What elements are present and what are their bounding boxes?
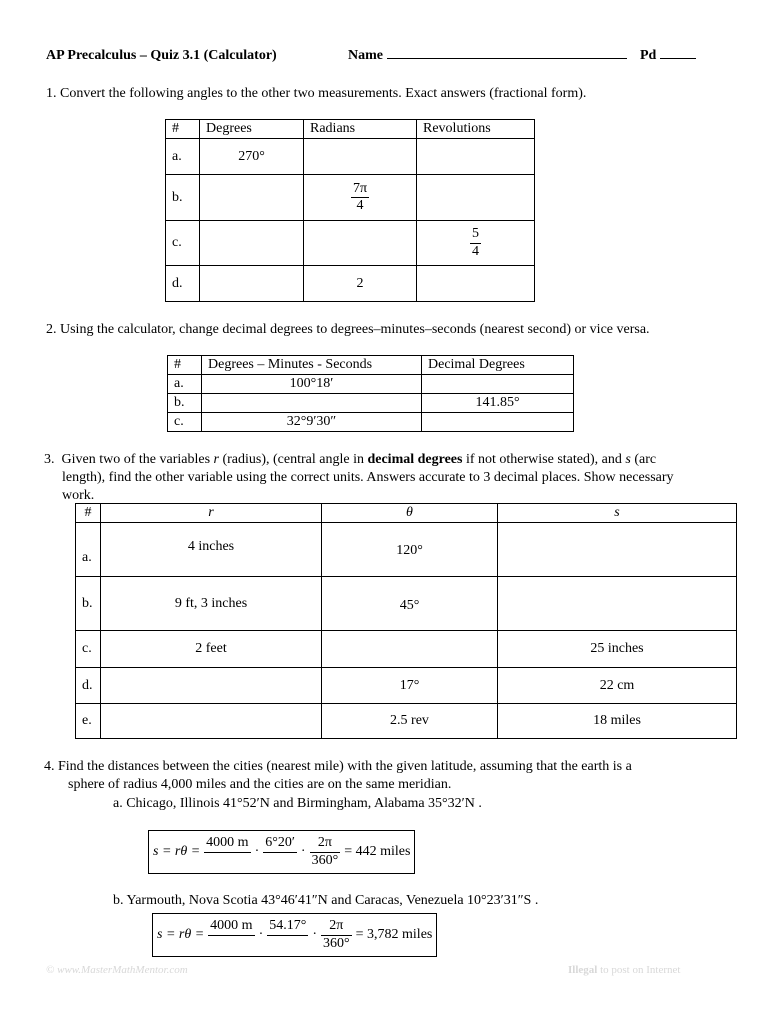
table-row [166, 221, 535, 266]
fraction-numerator: 6°20′ [263, 835, 297, 852]
q4-prompt-line1: 4. Find the distances between the cities (nearest mile) with the given latitude, assuming that the earth is a [44, 759, 632, 774]
q3-prompt-line3: work. [62, 488, 95, 503]
q3d-theta: 17° [322, 668, 498, 704]
q2c-dms: 32°9′30″ [202, 413, 422, 432]
fraction-denominator [263, 853, 297, 869]
fraction-denominator [208, 936, 254, 952]
quiz-title: AP Precalculus – Quiz 3.1 (Calculator) [46, 48, 277, 63]
q3b-theta: 45° [322, 577, 498, 631]
q3c-r: 2 feet [101, 631, 322, 668]
fraction-numerator: 4000 m [204, 835, 250, 852]
row-label: a. [168, 375, 202, 394]
table-row [168, 394, 574, 413]
q1b-degrees[interactable] [200, 175, 304, 221]
table-row [168, 375, 574, 394]
equation-lhs: s = rθ = [157, 927, 205, 942]
q1d-degrees[interactable] [200, 266, 304, 302]
q2-table [167, 355, 574, 432]
q2a-decimal[interactable] [422, 375, 574, 394]
row-label: a. [76, 523, 101, 577]
fraction-numerator: 54.17° [267, 918, 308, 935]
table-row [166, 266, 535, 302]
q3-prompt-line2: length), find the other variable using the correct units. Answers accurate to 3 decimal places. Show necessary [62, 470, 674, 485]
fraction-numerator: 2π [310, 835, 341, 852]
q3-header-theta: θ [322, 504, 498, 523]
q3-number: 3. [44, 452, 55, 467]
fraction-numerator: 4000 m [208, 918, 254, 935]
q1b-radians [304, 175, 417, 221]
q4a-answer-box [148, 830, 415, 874]
equation-lhs: s = rθ = [153, 844, 201, 859]
q3-header-r: r [101, 504, 322, 523]
table-row [168, 413, 574, 432]
q3-var-s: s [625, 452, 631, 467]
q1-header-radians: Radians [304, 120, 417, 139]
row-label: d. [166, 266, 200, 302]
row-label: d. [76, 668, 101, 704]
q4b-text: b. Yarmouth, Nova Scotia 43°46′41″N and Caracas, Venezuela 10°23′31″S . [113, 893, 539, 908]
q4b-answer-box [152, 913, 437, 957]
name-line[interactable] [387, 58, 627, 59]
q2b-dms[interactable] [202, 394, 422, 413]
q2a-dms: 100°18′ [202, 375, 422, 394]
fraction-denominator: 4 [472, 243, 479, 259]
q3-text: if not otherwise stated), and [462, 452, 626, 467]
q1b-revolutions[interactable] [417, 175, 535, 221]
fraction-denominator [267, 936, 308, 952]
q1-prompt: 1. Convert the following angles to the other two measurements. Exact answers (fractional form). [46, 86, 587, 101]
q4-prompt-line2: sphere of radius 4,000 miles and the cities are on the same meridian. [68, 777, 452, 792]
q2b-decimal: 141.85° [422, 394, 574, 413]
table-row [76, 704, 737, 739]
row-label: c. [168, 413, 202, 432]
table-row [166, 175, 535, 221]
pd-line[interactable] [660, 58, 696, 59]
footer-notice-text: to post on Internet [597, 964, 681, 976]
table-row [76, 523, 737, 577]
q2-prompt: 2. Using the calculator, change decimal degrees to degrees–minutes–seconds (nearest second) or vice versa. [46, 322, 650, 337]
q3c-s: 25 inches [498, 631, 737, 668]
q1a-revolutions[interactable] [417, 139, 535, 175]
q3d-r[interactable] [101, 668, 322, 704]
table-row [76, 577, 737, 631]
row-label: b. [166, 175, 200, 221]
pd-label-text: Pd [640, 48, 657, 63]
q3d-s: 22 cm [498, 668, 737, 704]
table-row [76, 631, 737, 668]
multiply-dot: · [254, 844, 260, 859]
equation-result: = 442 miles [344, 844, 411, 859]
row-label: b. [76, 577, 101, 631]
footer-illegal: Illegal [568, 964, 598, 976]
q1-table [165, 119, 535, 302]
q1d-radians: 2 [304, 266, 417, 302]
fraction-denominator: 360° [323, 935, 350, 951]
q2-header-dms: Degrees – Minutes - Seconds [202, 356, 422, 375]
q1-header-num: # [166, 120, 200, 139]
footer-copyright: © www.MasterMathMentor.com [46, 964, 188, 976]
q3b-r: 9 ft, 3 inches [101, 577, 322, 631]
fraction-denominator: 360° [311, 852, 339, 868]
q3e-theta: 2.5 rev [322, 704, 498, 739]
q1-header-degrees: Degrees [200, 120, 304, 139]
row-label: e. [76, 704, 101, 739]
multiply-dot: · [300, 844, 306, 859]
q1c-revolutions [417, 221, 535, 266]
q1a-radians[interactable] [304, 139, 417, 175]
row-label: c. [166, 221, 200, 266]
q1d-revolutions[interactable] [417, 266, 535, 302]
q3-bold-text: decimal degrees [367, 452, 463, 467]
table-row [166, 139, 535, 175]
q4a-text: a. Chicago, Illinois 41°52′N and Birmingham, Alabama 35°32′N . [113, 796, 482, 811]
fraction-denominator [204, 853, 250, 869]
q1c-radians[interactable] [304, 221, 417, 266]
q2c-decimal[interactable] [422, 413, 574, 432]
row-label: a. [166, 139, 200, 175]
multiply-dot: · [258, 927, 264, 942]
q3e-r[interactable] [101, 704, 322, 739]
equation-result: = 3,782 miles [355, 927, 433, 942]
q3-header-num: # [76, 504, 101, 523]
q3-header-s: s [498, 504, 737, 523]
name-label [348, 48, 627, 64]
q1a-degrees: 270° [200, 139, 304, 175]
name-label-text: Name [348, 48, 383, 63]
q3c-theta[interactable] [322, 631, 498, 668]
q1c-degrees[interactable] [200, 221, 304, 266]
q3a-s[interactable] [498, 523, 737, 577]
q3-var-r: r [213, 452, 219, 467]
q3-text: (arc [630, 452, 657, 467]
q3-prompt-line1 [44, 452, 656, 468]
q3-text: (radius), (central angle in [218, 452, 368, 467]
row-label: b. [168, 394, 202, 413]
q2-header-num: # [168, 356, 202, 375]
q3a-theta: 120° [322, 523, 498, 577]
footer-notice [568, 964, 680, 976]
fraction-numerator: 7π [351, 181, 369, 198]
multiply-dot: · [312, 927, 318, 942]
row-label: c. [76, 631, 101, 668]
q3a-r: 4 inches [101, 523, 322, 577]
q3-table [75, 503, 737, 739]
fraction-numerator: 5 [470, 226, 481, 243]
fraction-numerator: 2π [321, 918, 352, 935]
q3e-s: 18 miles [498, 704, 737, 739]
pd-label [640, 48, 696, 64]
q2-header-decimal: Decimal Degrees [422, 356, 574, 375]
fraction-denominator: 4 [356, 198, 364, 213]
q3-text: Given two of the variables [61, 452, 214, 467]
q1-header-revolutions: Revolutions [417, 120, 535, 139]
q3b-s[interactable] [498, 577, 737, 631]
table-row [76, 668, 737, 704]
